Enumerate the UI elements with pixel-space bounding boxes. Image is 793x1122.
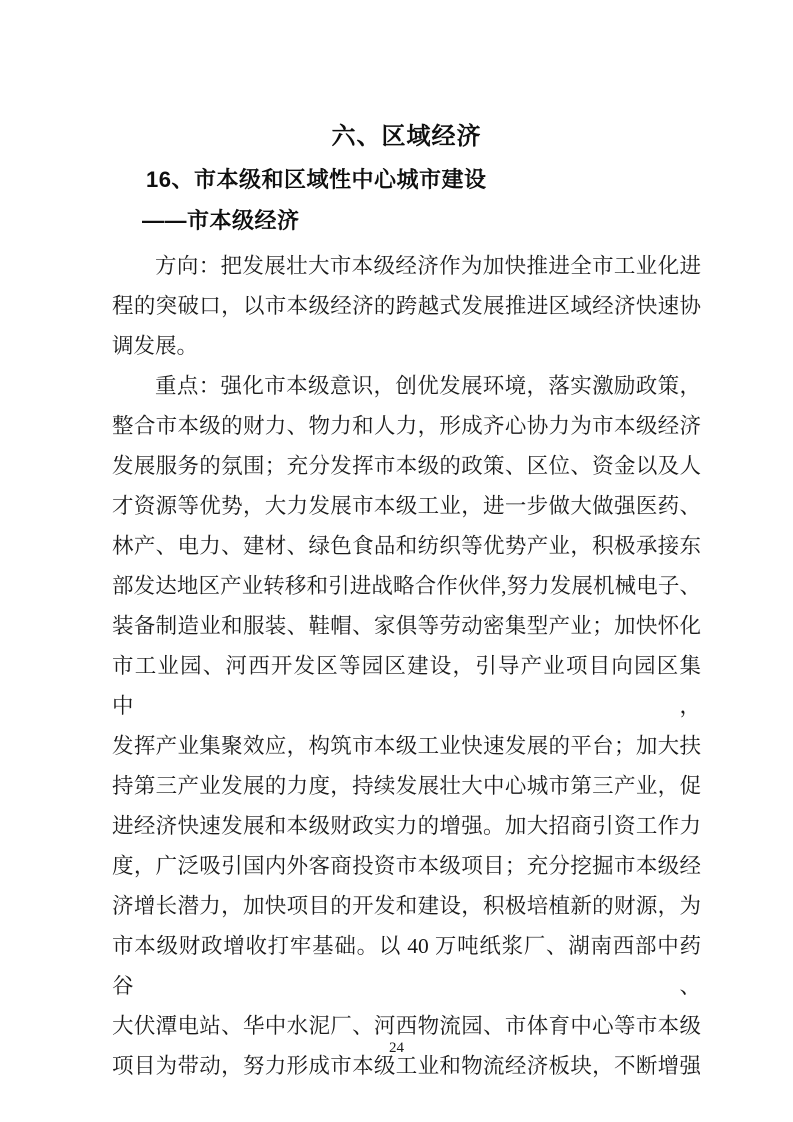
text-line: 整合市本级的财力、物力和人力，形成齐心协力为市本级经济 [112, 414, 701, 438]
text-line: 大伏潭电站、华中水泥厂、河西物流园、市体育中心等市本级 [112, 1014, 701, 1038]
page-number: 24 [389, 1040, 404, 1056]
text-line: 持第三产业发展的力度，持续发展壮大中心城市第三产业，促 [112, 774, 701, 798]
text-line: 度，广泛吸引国内外客商投资市本级项目；充分挖掘市本级经 [112, 854, 701, 878]
text-line: 重点：强化市本级意识，创优发展环境，落实激励政策， [155, 374, 701, 398]
item-heading: 16、市本级和区域性中心城市建设 [146, 167, 487, 192]
text-line: 才资源等优势，大力发展市本级工业，进一步做大做强医药、 [112, 494, 701, 518]
text-line: 发展服务的氛围；充分发挥市本级的政策、区位、资金以及人 [112, 454, 701, 478]
item-subheading: ——市本级经济 [142, 208, 300, 233]
paragraph-keypoints [112, 366, 701, 1086]
text-line: 部发达地区产业转移和引进战略合作伙伴,努力发展机械电子、 [112, 574, 701, 598]
text-line: 调发展。 [112, 334, 199, 358]
body-text [112, 246, 701, 1086]
text-line: 方向：把发展壮大市本级经济作为加快推进全市工业化进 [155, 254, 701, 278]
text-line: 发挥产业集聚效应，构筑市本级工业快速发展的平台；加大扶 [112, 734, 701, 758]
text-column [112, 0, 701, 1086]
text-line: 市工业园、河西开发区等园区建设，引导产业项目向园区集中， [112, 654, 701, 718]
text-line: 市本级财政增收打牢基础。以 40 万吨纸浆厂、湖南西部中药谷、 [112, 934, 701, 998]
text-line: 程的突破口，以市本级经济的跨越式发展推进区域经济快速协 [112, 294, 701, 318]
section-title: 六、区域经济 [331, 123, 482, 150]
paragraph-direction [112, 246, 701, 366]
text-line: 项目为带动，努力形成市本级工业和物流经济板块，不断增强 [112, 1054, 701, 1078]
text-line: 装备制造业和服装、鞋帽、家俱等劳动密集型产业；加快怀化 [112, 614, 701, 638]
text-line: 进经济快速发展和本级财政实力的增强。加大招商引资工作力 [112, 814, 701, 838]
text-line: 林产、电力、建材、绿色食品和纺织等优势产业，积极承接东 [112, 534, 701, 558]
text-line: 济增长潜力，加快项目的开发和建设，积极培植新的财源，为 [112, 894, 701, 918]
